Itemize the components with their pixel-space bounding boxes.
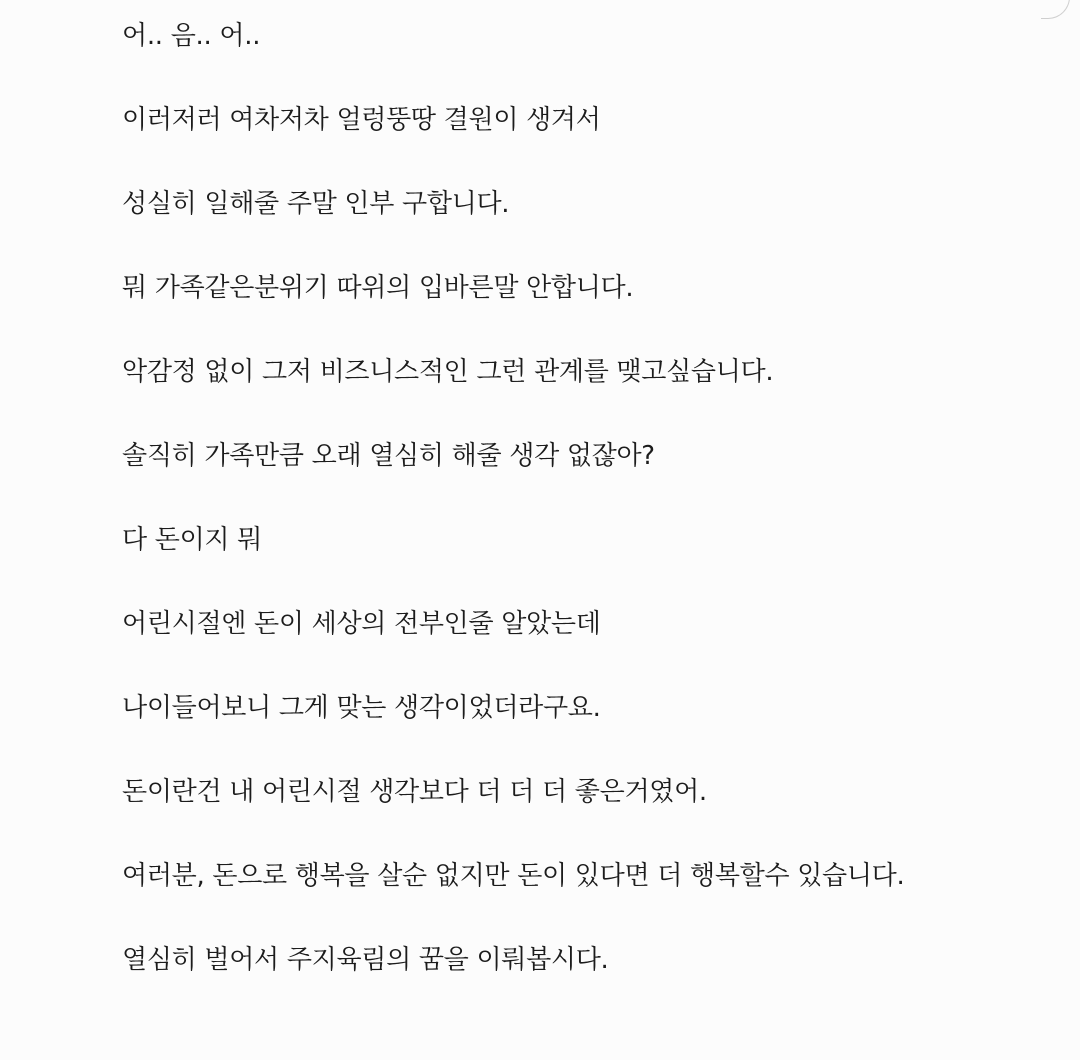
post-line-9: 나이들어보니 그게 맞는 생각이었더라구요.	[122, 693, 601, 723]
post-line-10: 돈이란건 내 어린시절 생각보다 더 더 더 좋은거였어.	[122, 777, 707, 807]
post-line-11: 여러분, 돈으로 행복을 살순 없지만 돈이 있다면 더 행복할수 있습니다.	[122, 861, 905, 891]
post-line-2: 이러저러 여차저차 얼렁뚱땅 결원이 생겨서	[122, 105, 601, 135]
post-line-3: 성실히 일해줄 주말 인부 구합니다.	[122, 189, 510, 219]
post-line-7: 다 돈이지 뭐	[122, 525, 263, 555]
post-line-8: 어린시절엔 돈이 세상의 전부인줄 알았는데	[122, 609, 601, 639]
post-line-1: 어.. 음.. 어..	[122, 21, 261, 51]
post-line-12: 열심히 벌어서 주지육림의 꿈을 이뤄봅시다.	[122, 945, 609, 975]
post-line-5: 악감정 없이 그저 비즈니스적인 그런 관계를 맺고싶습니다.	[122, 357, 774, 387]
post-line-4: 뭐 가족같은분위기 따위의 입바른말 안합니다.	[122, 273, 634, 303]
corner-fold-decoration	[1041, 0, 1070, 19]
post-body	[122, 20, 1022, 976]
post-line-6: 솔직히 가족만큼 오래 열심히 해줄 생각 없잖아?	[122, 441, 655, 471]
